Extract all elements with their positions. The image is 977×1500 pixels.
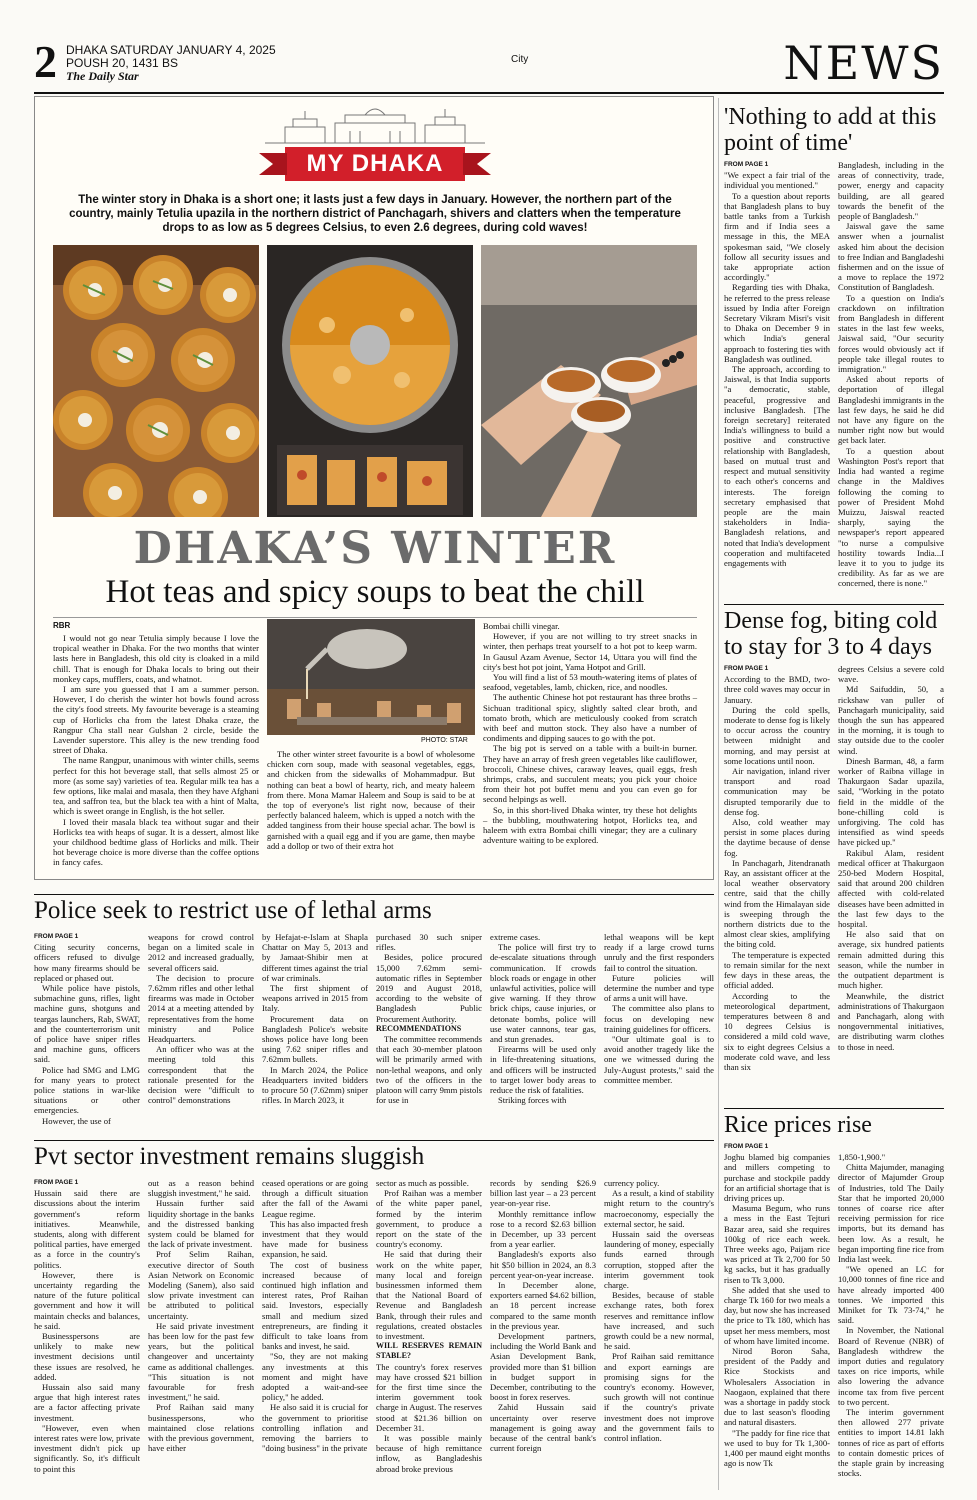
paragraph: However, the use of (42, 1115, 111, 1126)
paragraph: Prof Selim Raihan, executive director of South Asian Network on Economic Modeling (Sanem), also said slow private investment can be attributed to political uncertainty. (148, 1249, 254, 1321)
paragraph: An officer who was at the meeting told this correspondent that the rationale presented for the decision were "difficult to control" demonstrations (148, 1044, 254, 1106)
story-col-4 (376, 932, 482, 1105)
paragraph: Bangladesh's exports also hit $50 billion in 2024, an 8.3 percent year-on-year increase. (490, 1249, 596, 1280)
story-col-1 (724, 160, 830, 568)
paragraph: "Our ultimate goal is to avoid another tragedy like the one we witnessed during the July-August protests," said the committee member. (604, 1034, 714, 1085)
paragraph: The approach, according to Jaiswal, is that India supports "a democratic, stable, peaceful, progressive and inclusive Bangladesh. [The foreign secretary] reiterated India's willingness to build a positive and constructive relationship with Bangladesh, based on mutual trust and respect and mutual sensitivity to each other's concerns and interests. The foreign secretary emphasised that people are the main stakeholders in India-Bangladesh relations, and noted that India's development cooperation and multifaceted engagements with (724, 364, 830, 568)
paragraph: weapons for crowd control began on a limited scale in 2012 and increased gradually, several officers said. (148, 932, 254, 973)
story-col-2 (838, 1152, 944, 1479)
paragraph: The committee recommends that each 30-member platoon will be primarily armed with non-lethal weapons, and only two of the officers in the platoon will carry 9mm pistols for use in (376, 1034, 482, 1106)
paragraph: Nirod Boron Saha, president of the Paddy and Rice Stockists and Wholesalers Association in Naogaon, explained that there was a shortage in paddy stock due to last season's flooding and natural disasters. (724, 1346, 830, 1428)
paragraph: Md Saifuddin, 50, a rickshaw van puller of Panchagarh municipality, said though the sun has appeared in the morning, it is tough to stay outside due to the cooler wind. (838, 684, 944, 756)
feature-subheadline: Hot teas and spicy soups to beat the chill (105, 574, 645, 610)
paragraph: During the cold spells, moderate to dense fog is likely to occur across the country between midnight and morning, and may persist at some locations until noon. (724, 704, 830, 766)
paragraph: As a result, a kind of stability might return to the country's macroeconomy, especially the external sector, he said. (604, 1188, 714, 1229)
paragraph: Prof Raihan said remittance and export earnings are promising signs for the country's economy. However, such growth will not continue if the country's private investment does not improve and the government fails to control inflation. (604, 1351, 714, 1444)
paragraph: Hussain also said many argue that high interest rates are a factor affecting private investment. (34, 1382, 140, 1423)
paragraph: It was possible mainly because of high remittance inflow, as Bangladeshis abroad broke previous (376, 1433, 482, 1474)
paragraph: So, in this short-lived Dhaka winter, try these hot delights – the bubbling, mouthwatering hotpot, Horlicks tea, and haleem with extra Bombai chilli vinegar; they are a culinary adventure waiting to be explored. (483, 804, 697, 846)
paragraph: Future policies will determine the number and type of arms a unit will have. (604, 972, 714, 1004)
tea-pouring-photo (267, 619, 475, 735)
feature-col-3 (483, 621, 697, 845)
story-dense-fog (724, 608, 944, 1072)
feature-col-2 (267, 749, 475, 851)
paragraph: Bombai chilli vinegar. (483, 621, 560, 631)
divider (724, 1108, 944, 1109)
paragraph: "We opened an LC for 10,000 tonnes of fine rice and have already imported 400 tonnes. We imported this Miniket for Tk 73-74," he said. (838, 1264, 944, 1326)
paragraph: I loved their masala black tea without sugar and their Horlicks tea with heaps of sugar. It is a dessert, almost like your childhood bedtime glass of Horlicks and milk. Their hot beverage choice is more diverse than the coffee options in fancy cafes. (53, 816, 259, 868)
story-col-1 (34, 1178, 140, 1474)
paragraph: ceased operations or are going through a difficult situation after the fall of the Awami League regime. (262, 1178, 368, 1219)
hot-pot-photo (267, 245, 473, 517)
paragraph: In March 2024, the Police Headquarters invited bidders to procure 50 (7.62mm) sniper rifles. In March 2023, it (262, 1064, 368, 1106)
paragraph: Prof Raihan was a member of the white paper panel, formed by the interim government, to produce a report on the state of the country's economy. (376, 1188, 482, 1250)
story-col-4 (376, 1178, 482, 1474)
soup-cups-photo (481, 245, 697, 517)
feature-rule (53, 617, 697, 618)
paragraph: out as a reason behind sluggish investment," he said. (148, 1178, 254, 1199)
section-label-big: NEWS (783, 36, 944, 90)
paragraph: I would not go near Tetulia simply because I love the tropical weather in Dhaka. For the two months that winter lasts here in Bangladesh, this old city is cloaked in a mild chill. That is enough for Dhaka locals to bring out their monkey caps, mufflers, coats, and whatnot. (53, 633, 259, 684)
page-number: 2 (34, 36, 57, 87)
paragraph: Citing security concerns, officers refused to divulge how many firearms should be replaced or phased out. (34, 942, 140, 983)
paragraph: While police have pistols, submachine guns, rifles, light machine guns, shotguns and teargas launchers, Rab, SWAT, and the counterterrorism unit of police have sniper rifles and machine guns, officers said. (34, 983, 140, 1065)
paragraph: Hussain further said liquidity shortage in the banks and the distressed banking system could be blamed for the lack of private investment. (148, 1198, 254, 1250)
paragraph: In Panchagarh, Jitendranath Ray, an assistant officer at the local weather observatory centre, said that the chilly wind from the Himalayan side is sweeping through the northern districts due to the almost clear skies, amplifying the biting cold. (724, 857, 830, 950)
paragraph: He said that during their work on the white paper, many local and foreign businessmen informed them that the National Board of Revenue and Bangladesh Bank, through their rules and regulations, created obstacles to investment. (376, 1249, 482, 1342)
column-divider (718, 98, 719, 1490)
paragraph: Asked about reports of deportation of illegal Bangladeshi immigrants in the last few days, he said he did not have any figure on the number right now but would get back later. (838, 374, 944, 446)
from-page-label: FROM PAGE 1 (34, 933, 79, 940)
paragraph: currency policy. (604, 1178, 660, 1188)
paragraph: Hussain said the overseas laundering of money, especially funds earned through corruption, stopped after the interim government took charge. (604, 1229, 714, 1291)
paragraph: The decision to procure 7.62mm rifles and other lethal firearms was made in October 2014 at a meeting attended by representatives from the home ministry and Police Headquarters. (148, 972, 254, 1045)
story-police-lethal-arms (34, 898, 714, 1138)
my-dhaka-feature (34, 96, 714, 880)
feature-col-1 (53, 633, 259, 868)
paragraph: Firearms will be used only in life-threatening situations, and officers will be instructed to target lower body areas to reduce the risk of fatalities. (490, 1044, 596, 1096)
from-page-label: FROM PAGE 1 (724, 665, 769, 672)
paragraph: He also said that on average, six hundred patients remain admitted during this season, while the number in the outpatient department is much higher. (838, 929, 944, 991)
story-col-2 (838, 160, 944, 589)
paragraph: Police had SMG and LMG for many years to protect police stations in war-like situations or other emergencies. (34, 1064, 140, 1116)
paragraph: To a question about reports that Bangladesh plans to buy battle tanks from a Turkish firm and if India sees a message in this, the MEA spokesman said, "We closely follow all security issues and take appropriate action accordingly." (724, 190, 830, 283)
paragraph: Besides, because of stable exchange rates, both forex reserves and remittance inflow have increased, and such growth could be a new normal, he said. (604, 1290, 714, 1352)
paragraph: Dinesh Barman, 48, a farm worker of Raibna village in Thakurgaon Sadar upazila, said, "Working in the potato field in the middle of the bone-chilling cold is unforgiving. The cold has intensified as wind speeds have picked up." (838, 755, 944, 848)
paragraph: Development partners, including the World Bank and Asian Development Bank, provided more than $1 billion in budget support in December, contributing to the boost in forex reserves. (490, 1331, 596, 1403)
story-col-1 (724, 664, 830, 1072)
masthead-rule (34, 92, 944, 94)
paragraph: Besides, police procured 15,000 7.62mm semi-automatic rifles in September 2019 and August 2018, according to the website of Bangladesh Public Procurement Authority. (376, 952, 482, 1024)
paragraph: Regarding ties with Dhaka, he referred to the press release issued by India after Foreign Secretary Vikram Misri's visit to Dhaka on December 9 in which India's general approach to fostering ties with Bangladesh was outlined. (724, 282, 830, 364)
paragraph: In November, the National Board of Revenue (NBR) of Bangladesh withdrew the import duties and regulatory taxes on rice imports, while also lowering the advance income tax from five percent to two percent. (838, 1325, 944, 1407)
paragraph: The police will first try to de-escalate situations through communication. If crowds block roads or engage in other unlawful activities, police will give warning. If they throw brick chips, cause injuries, or detonate bombs, police will use water cannons, tear gas, and stun grenades. (490, 942, 596, 1045)
paragraph: The committee also plans to focus on developing new training guidelines for officers. (604, 1003, 714, 1034)
bangla-date: POUSH 20, 1431 BS (66, 56, 179, 70)
paragraph: The country's forex reserves may have crossed $21 billion for the first time since the interim government took charge in August. The reserves stood at $21.36 billion on December 31. (376, 1361, 482, 1433)
paragraph: Zahid Hussain said uncertainty over reserve management is going away because of the central bank's current foreign (490, 1402, 596, 1454)
paragraph: The name Rangpur, unanimous with winter chills, seems perfect for this hot beverage stall, that sells almost 25 or more (as some say) varieties of tea. Regular milk tea has a few options, like malai and masala, then they have Afghani tea, and saffron tea, but the black tea with a hint of Malta, which is sweet orange in English, is the hot seller. (53, 755, 259, 817)
story-rice-prices (724, 1112, 944, 1492)
story-col-2 (148, 932, 254, 1105)
story-nothing-to-add (724, 104, 944, 604)
story-pvt-sector-investment (34, 1144, 714, 1494)
paragraph: lethal weapons will be kept ready if a large crowd turns unruly and the first responders fail to control the situation. (604, 932, 714, 973)
paragraph: This has also impacted fresh investment that they would have made for business expansion, he said. (262, 1218, 368, 1260)
paragraph: To a question on India's crackdown on infiltration from Bangladesh in different states in the last few weeks, Jaiswal said, "Our security forces would obviously act if people take illegal routes to immigration." (838, 292, 944, 375)
subheading: WILL RESERVES REMAIN STABLE? (376, 1341, 482, 1361)
paragraph: She added that she used to charge Tk 160 for two meals a day, but now she has increased the price to Tk 180, which has upset her mess members, most of whom have limited income. (724, 1284, 830, 1346)
paragraph: The authentic Chinese hot pot restaurant has three broths – Sichuan traditional spicy, slightly salted clear broth, and tomato broth, which are meticulously cooked from scratch with beef and mutton stock. They also have a number of condiments and dipping sauces to go with the pot. (483, 692, 697, 744)
from-page-label: FROM PAGE 1 (724, 1143, 769, 1150)
paragraph: However, there is uncertainty regarding the nature of the future political government and how it will maintain checks and balances, he said. (34, 1269, 140, 1331)
divider (724, 604, 944, 605)
paragraph: Rakibul Alam, resident medical officer at Thakurgaon 250-bed Modern Hospital, said that around 200 children affected with cold-related diseases have been admitted in the last few days to the hospital. (838, 847, 944, 930)
paragraph: According to the BMD, two-three cold waves may occur in January. (724, 674, 830, 705)
story-col-6 (604, 932, 714, 1085)
paragraph: The cost of business increased because of continued high inflation and interest rates, Prof Raihan said. Investors, especially small and medium sized entrepreneurs, are finding it difficult to take loans from banks and invest, he said. (262, 1259, 368, 1352)
paragraph: sector as much as possible. (376, 1178, 469, 1188)
story-col-1 (724, 1142, 830, 1469)
byline: RBR (53, 621, 71, 630)
paragraph: You will find a list of 53 mouth-watering items of plates of seafood, vegetables, lamb, chicken, rice, and noodles. (483, 672, 697, 693)
divider (34, 1140, 714, 1141)
story-col-1 (34, 932, 140, 1126)
paragraph: Chitta Majumder, managing director of Majumder Group of Industries, told The Daily Star that he imported 20,000 tonnes of coarse rice after receiving permission for rice imports, but its demand has been low. As a result, he began importing fine rice from India last week. (838, 1162, 944, 1265)
paragraph: Businesspersons are unlikely to make new investment decisions until these issues are resolved, he added. (34, 1331, 140, 1382)
from-page-label: FROM PAGE 1 (34, 1179, 79, 1186)
paragraph: I am sure you guessed that I am a summer person. However, I do cherish the winter hot bowls found across the city's food streets. My favourite beverage is a steaming cup of Horlicks cha from the latest Dhaka craze, the Rangpur Cha stall near Gulshan 2 circle, beside the Lavender superstore. This alley is the new trending food street of Dhaka. (53, 684, 259, 756)
feature-intro: The winter story in Dhaka is a short one; it lasts just a few days in January. However, the northern part of the country, mainly Tetulia upazila in the northern district of Panchagarh, shivers and clatters when the temperature drops to as low as 5 degrees Celsius, to even 2.6 degrees, during cold waves! (69, 194, 681, 234)
paragraph: "We expect a fair trial of the individual you mentioned." (724, 170, 830, 191)
paragraph: Monthly remittance inflow rose to a record $2.63 billion in December, up 33 percent from a year earlier. (490, 1208, 596, 1250)
haleem-bowls-photo (53, 245, 259, 517)
paragraph: The other winter street favourite is a bowl of wholesome chicken corn soup, made with seasonal vegetables, eggs, and chicken from the sidewalks of Mohammadpur. But nothing can beat a bowl of hearty, rich, and meaty haleem from there. Mona Mamar Haleem and Soup is said to be at the top of everyone's list right now, because of their perfectly balanced haleem, which is upped a notch with the added tanginess from their house special achar. The bowl is garnished with a quail egg and if you are game, then maybe add a dollop or two of their extra hot (267, 749, 475, 851)
paragraph: In December alone, exporters earned $4.62 billion, an 18 percent increase compared to the same month in the previous year. (490, 1280, 596, 1331)
paragraph: "The paddy for fine rice that we used to buy for Tk 1,300-1,400 per maund eight months ago is now Tk (724, 1427, 830, 1469)
masthead (34, 36, 944, 90)
story-col-5 (490, 932, 596, 1105)
skyline-illustration (265, 103, 485, 145)
paragraph: The first shipment of weapons arrived in 2015 from Italy. (262, 983, 368, 1014)
my-dhaka-ribbon: MY DHAKA (285, 147, 465, 181)
paragraph: The big pot is served on a table with a built-in burner. They have an array of fresh green vegetables like cauliflower, broccoli, Chinese chives, caraway leaves, quail eggs, fresh shrimps, crabs, and succulent meats; you pick your choice from their hot pot buffet menu and you can even go for second helpings as well. (483, 743, 697, 805)
paragraph: However, if you are not willing to try street snacks in winter, then perhaps treat yourself to a hot pot to keep warm. In Gausul Azam Avenue, Sector 14, Uttara you will find the city's best hot pot joint, Yama Hotpot and Grill. (483, 631, 697, 672)
paragraph: Masuma Begum, who runs a mess in the East Tejturi Bazar area, said she requires 100kg of rice each week. Three weeks ago, Paijam rice was priced at Tk 2,700 for 50 kg sacks, but it has gradually risen to Tk 3,000. (724, 1203, 830, 1285)
paragraph: Air navigation, inland river transport and road communication may be disrupted temporarily due to dense fog. (724, 766, 830, 817)
paragraph: The interim government then allowed 277 private entities to import 14.81 lakh tonnes of rice as part of efforts to contain domestic prices of the staple grain by increasing stocks. (838, 1407, 944, 1479)
paragraph: According to the meteorological department, temperatures between 8 and 10 degrees Celsius is considered a mild cold wave, six to eight degrees Celsius a moderate cold wave, and less than six (724, 990, 830, 1072)
story-col-5 (490, 1178, 596, 1453)
paragraph: To a question about Washington Post's report that India had wanted a regime change in the Maldives following the coming to power of President Mohd Muizzu, Jaiswal reacted sharply, saying the newspaper's report appeared "to nurse a compulsive hostility towards India...I leave it to you to judge its credibility. As far as we are concerned, there is none." (838, 445, 944, 589)
paragraph: 1,850-1,900." (838, 1152, 886, 1162)
feature-headline: DHAKA’S WINTER (133, 523, 617, 574)
paragraph: "However, even when interest rates were low, private investment didn't pick up significantly. So, it's difficult to point this (34, 1422, 140, 1474)
paragraph: Meanwhile, the district administrations of Thakurgaon and Panchagarh, along with nongovernmental initiatives, are distributing warm clothes to those in need. (838, 990, 944, 1052)
paragraph: The temperature is expected to remain similar for the next few days in these areas, the official added. (724, 949, 830, 991)
paragraph: He said private investment has been low for the past few years, but the political changeover and uncertainty came as additional challenges. "This situation is not favourable for fresh investment," he said. (148, 1320, 254, 1403)
photo-credit: PHOTO: STAR (421, 737, 468, 744)
dateline (66, 44, 276, 83)
paragraph: Bangladesh, including in the areas of connectivity, trade, power, energy and capacity building, are all geared towards the benefit of the people of Bangladesh." (838, 160, 944, 222)
section-label-small: City (511, 54, 529, 65)
story-col-2 (148, 1178, 254, 1453)
story-col-3 (262, 1178, 368, 1453)
headline: Police seek to restrict use of lethal arms (34, 897, 432, 924)
paragraph: He also said it is crucial for the government to prioritise controlling inflation and removing the barriers to "doing business" in the private (262, 1402, 368, 1454)
headline: Rice prices rise (724, 1112, 872, 1138)
paragraph: extreme cases. (490, 932, 541, 942)
headline: 'Nothing to add at this point of time' (724, 104, 937, 156)
subheading: RECOMMENDATIONS (376, 1023, 462, 1033)
divider (34, 894, 714, 895)
paragraph: records by sending $26.9 billion last year – a 23 percent year-on-year rise. (490, 1178, 596, 1209)
paragraph: Joghu blamed big companies and millers competing to purchase and stockpile paddy for an artificial shortage that is driving prices up. (724, 1152, 830, 1204)
story-col-2 (838, 664, 944, 1052)
paragraph: "So, they are not making any investments at this moment and might have adopted a wait-and-see policy," he added. (262, 1351, 368, 1403)
paragraph: purchased 30 such sniper rifles. (376, 932, 482, 953)
story-col-3 (262, 932, 368, 1105)
paragraph: Procurement data on Bangladesh Police's website shows police have long been using 7.62 sniper rifles and 7.62mm bullets. (262, 1013, 368, 1065)
paragraph: Also, cold weather may persist in some places during the daytime because of dense fog. (724, 817, 830, 858)
paragraph: degrees Celsius a severe cold wave. (838, 664, 944, 685)
headline: Pvt sector investment remains sluggish (34, 1143, 425, 1170)
date: DHAKA SATURDAY JANUARY 4, 2025 (66, 43, 276, 57)
paragraph: Prof Raihan said many businesspersons, who maintained close relations with the previous government, have either (148, 1402, 254, 1454)
paragraph: Striking forces with (498, 1095, 567, 1106)
paragraph: by Hefajat-e-Islam at Shapla Chattar on May 5, 2013 and by Jamaat-Shibir men at different times against the trial of war criminals. (262, 932, 368, 983)
headline: Dense fog, biting cold to stay for 3 to 4 days (724, 608, 938, 660)
paragraph: Jaiswal gave the same answer when a journalist asked him about the decision to free Indian and Bangladeshi fishermen and on the issue of a move to replace the 1972 Constitution of Bangladesh. (838, 221, 944, 293)
from-page-label: FROM PAGE 1 (724, 161, 769, 168)
story-col-6 (604, 1178, 714, 1443)
paper-logo: The Daily Star (66, 69, 139, 83)
paragraph: Hussain said there are discussions about the interim government's reform initiatives. Meanwhile, students, along with different political parties, have emerged as a force in the country's politics. (34, 1188, 140, 1270)
